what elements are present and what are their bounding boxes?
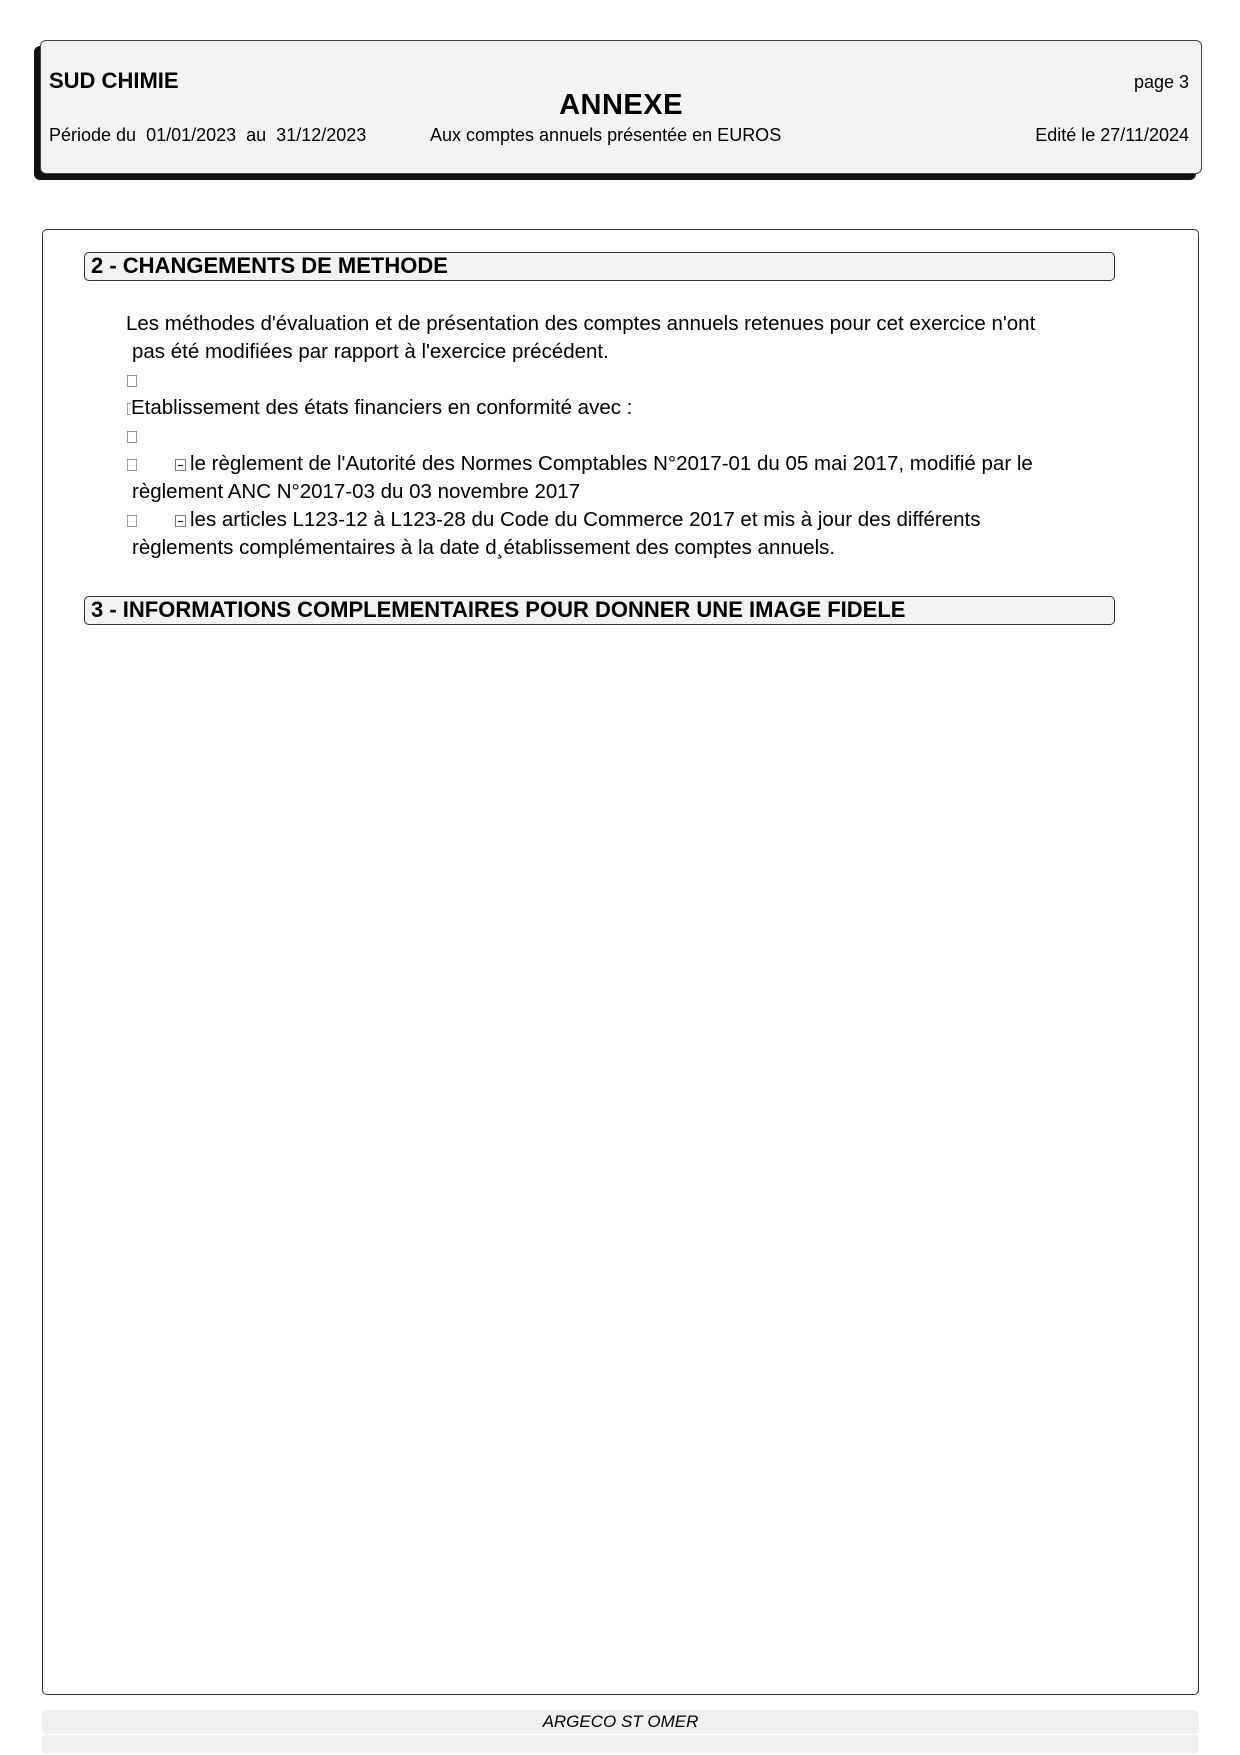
placeholder-box-icon (127, 515, 137, 527)
section-title-changements-methode: 2 - CHANGEMENTS DE METHODE (84, 252, 1115, 281)
placeholder-box-icon (127, 422, 137, 450)
footer-firm-name: ARGECO ST OMER (542, 1712, 699, 1731)
paragraph-line: pas été modifiées par rapport à l'exercice précédent. (132, 340, 609, 363)
list-item (127, 506, 980, 534)
list-item-continuation: règlements complémentaires à la date d¸établissement des comptes annuels. (132, 536, 836, 559)
edition-date: Edité le 27/11/2024 (1035, 125, 1189, 145)
document-header (40, 40, 1202, 174)
dash-bullet-icon (175, 459, 186, 471)
document-subtitle: Aux comptes annuels présentée en EUROS (430, 125, 782, 145)
section-title-informations-complementaires: 3 - INFORMATIONS COMPLEMENTAIRES POUR DONNER UNE IMAGE FIDELE (84, 596, 1115, 625)
company-name: SUD CHIMIE (49, 68, 179, 93)
list-item-continuation: règlement ANC N°2017-03 du 03 novembre 2017 (132, 480, 581, 503)
dash-bullet-icon (175, 515, 186, 527)
list-item-text: le règlement de l'Autorité des Normes Comptables N°2017-01 du 05 mai 2017, modifié par le (190, 452, 1033, 475)
intro-line (127, 394, 632, 422)
page-number: page 3 (1133, 72, 1189, 92)
list-item-text: les articles L123-12 à L123-28 du Code du Commerce 2017 et mis à jour des différents (190, 508, 981, 531)
document-title: ANNEXE (559, 89, 683, 121)
period-range: Période du 01/01/2023 au 31/12/2023 (49, 125, 367, 145)
paragraph-line: Les méthodes d'évaluation et de présentation des comptes annuels retenues pour cet exercice n'ont (126, 312, 1036, 335)
intro-text: Etablissement des états financiers en conformité avec : (131, 396, 633, 419)
list-item (127, 450, 1033, 478)
footer-bar (42, 1735, 1199, 1753)
content-frame (42, 229, 1199, 1695)
placeholder-box-icon (127, 366, 137, 394)
placeholder-box-icon (127, 459, 137, 471)
